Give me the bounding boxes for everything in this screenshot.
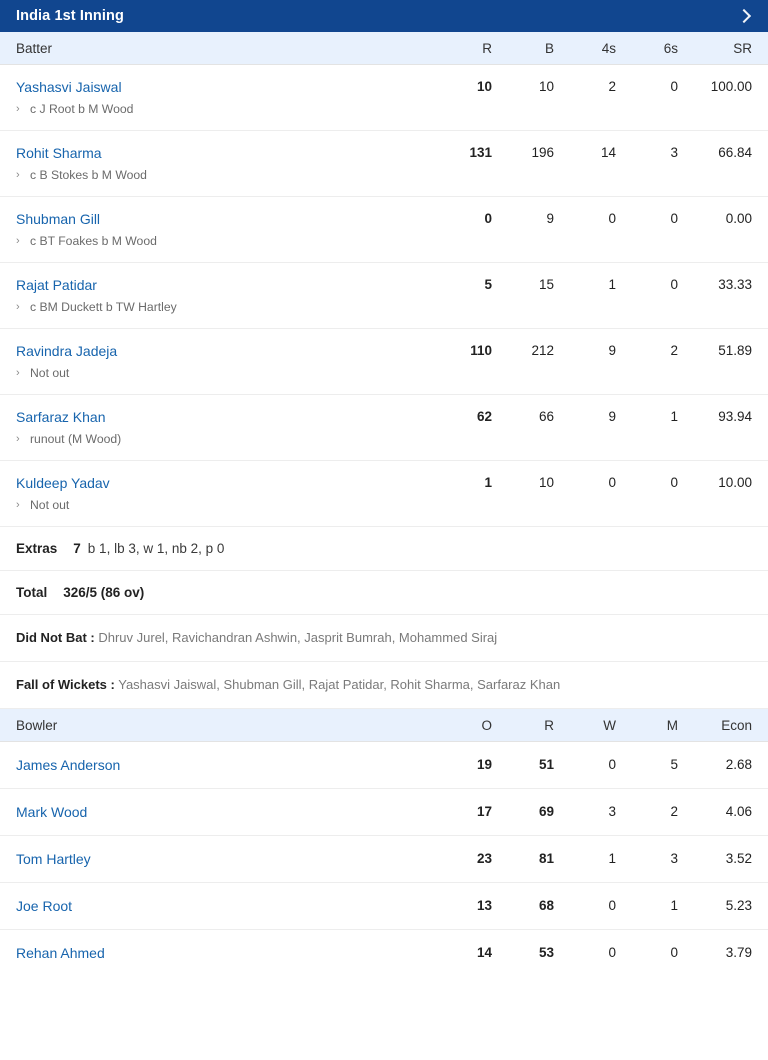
dismissal-text: c J Root b M Wood: [30, 102, 134, 116]
batter-strike-rate: 100.00: [710, 79, 752, 94]
did-not-bat-value: Dhruv Jurel, Ravichandran Ashwin, Jasprit Bumrah, Mohammed Siraj: [98, 630, 498, 645]
total-value: 326/5 (86 ov): [63, 585, 145, 600]
batter-runs: 1: [484, 475, 492, 490]
dismissal-info: [16, 497, 430, 514]
table-row: [0, 461, 768, 527]
batter-fours: 2: [608, 79, 616, 94]
batter-cell: [16, 210, 430, 250]
batter-cell: [16, 144, 430, 184]
batter-strike-rate: 0.00: [725, 211, 752, 226]
dismissal-text: Not out: [30, 366, 70, 380]
column-header-overs: O: [481, 717, 492, 733]
table-row: [0, 395, 768, 461]
batter-cell: [16, 276, 430, 316]
batter-strike-rate: 66.84: [718, 145, 752, 160]
batter-name-link[interactable]: Rohit Sharma: [16, 145, 102, 161]
batter-sixes: 3: [670, 145, 678, 160]
table-row: [0, 197, 768, 263]
batter-sixes: 0: [670, 79, 678, 94]
batting-table-header: [0, 32, 768, 65]
dismissal-info: [16, 431, 430, 448]
batter-balls: 66: [538, 409, 554, 424]
chevron-small-icon: ›: [16, 235, 20, 247]
column-header-bowler: Bowler: [16, 717, 58, 733]
dismissal-text: runout (M Wood): [30, 432, 122, 446]
extras-breakdown: b 1, lb 3, w 1, nb 2, p 0: [87, 541, 225, 556]
column-header-balls: B: [544, 40, 554, 56]
batter-strike-rate: 10.00: [718, 475, 752, 490]
bowler-name-link[interactable]: Joe Root: [16, 898, 73, 914]
bowler-economy: 3.52: [725, 851, 752, 866]
bowler-economy: 5.23: [725, 898, 752, 913]
dismissal-info: [16, 101, 430, 118]
fall-of-wickets-value: Yashasvi Jaiswal, Shubman Gill, Rajat Patidar, Rohit Sharma, Sarfaraz Khan: [118, 677, 561, 692]
batter-fours: 0: [608, 475, 616, 490]
batter-sixes: 1: [670, 409, 678, 424]
batter-fours: 9: [608, 343, 616, 358]
bowler-name-link[interactable]: James Anderson: [16, 757, 121, 773]
bowler-runs: 81: [538, 851, 554, 866]
column-header-batter: Batter: [16, 40, 53, 56]
bowler-economy: 4.06: [725, 804, 752, 819]
table-row: [0, 836, 768, 883]
bowling-table-header: [0, 709, 768, 742]
batter-strike-rate: 93.94: [718, 409, 752, 424]
batter-name-link[interactable]: Rajat Patidar: [16, 277, 97, 293]
bowler-maidens: 1: [670, 898, 678, 913]
table-row: [0, 65, 768, 131]
bowler-wickets: 1: [608, 851, 616, 866]
bowler-cell: [16, 803, 430, 821]
batter-name-link[interactable]: Ravindra Jadeja: [16, 343, 118, 359]
batter-sixes: 0: [670, 211, 678, 226]
dismissal-info: [16, 365, 430, 382]
column-header-maidens: M: [666, 717, 678, 733]
chevron-small-icon: ›: [16, 169, 20, 181]
bowler-overs: 19: [476, 757, 492, 772]
did-not-bat-label: Did Not Bat :: [16, 630, 95, 645]
batter-runs: 10: [476, 79, 492, 94]
batter-name-link[interactable]: Shubman Gill: [16, 211, 101, 227]
bowler-overs: 14: [476, 945, 492, 960]
total-label: Total: [16, 585, 48, 600]
table-row: [0, 883, 768, 930]
table-row: [0, 131, 768, 197]
column-header-economy: Econ: [721, 717, 752, 733]
bowler-wickets: 0: [608, 898, 616, 913]
inning-title: India 1st Inning: [16, 8, 124, 24]
inning-header[interactable]: [0, 0, 768, 32]
extras-value: 7: [73, 541, 81, 556]
chevron-small-icon: ›: [16, 301, 20, 313]
batter-runs: 0: [484, 211, 492, 226]
bowler-cell: [16, 944, 430, 962]
dismissal-text: c BM Duckett b TW Hartley: [30, 300, 177, 314]
batter-cell: [16, 474, 430, 514]
chevron-small-icon: ›: [16, 103, 20, 115]
bowler-runs: 51: [538, 757, 554, 772]
bowler-cell: [16, 850, 430, 868]
chevron-small-icon: ›: [16, 433, 20, 445]
bowler-maidens: 5: [670, 757, 678, 772]
table-row: [0, 789, 768, 836]
batter-balls: 10: [538, 79, 554, 94]
batter-cell: [16, 408, 430, 448]
column-header-bowler-runs: R: [544, 717, 554, 733]
batter-runs: 62: [476, 409, 492, 424]
bowler-economy: 2.68: [725, 757, 752, 772]
batter-balls: 9: [546, 211, 554, 226]
bowler-overs: 13: [476, 898, 492, 913]
batter-name-link[interactable]: Sarfaraz Khan: [16, 409, 106, 425]
batter-balls: 10: [538, 475, 554, 490]
bowler-wickets: 0: [608, 757, 616, 772]
batter-runs: 110: [470, 343, 492, 358]
column-header-sixes: 6s: [663, 40, 678, 56]
batter-fours: 14: [600, 145, 616, 160]
batter-sixes: 2: [670, 343, 678, 358]
bowler-name-link[interactable]: Tom Hartley: [16, 851, 91, 867]
dismissal-info: [16, 299, 430, 316]
batter-fours: 9: [608, 409, 616, 424]
dismissal-text: c BT Foakes b M Wood: [30, 234, 157, 248]
column-header-wickets: W: [603, 717, 616, 733]
fall-of-wickets-label: Fall of Wickets :: [16, 677, 115, 692]
column-header-fours: 4s: [601, 40, 616, 56]
table-row: [0, 742, 768, 789]
table-row: [0, 329, 768, 395]
dismissal-info: [16, 233, 430, 250]
bowler-economy: 3.79: [725, 945, 752, 960]
bowler-maidens: 3: [670, 851, 678, 866]
bowler-cell: [16, 897, 430, 915]
batter-strike-rate: 51.89: [718, 343, 752, 358]
bowler-runs: 68: [538, 898, 554, 913]
batter-cell: [16, 342, 430, 382]
bowler-cell: [16, 756, 430, 774]
chevron-small-icon: ›: [16, 367, 20, 379]
batter-name-link[interactable]: Yashasvi Jaiswal: [16, 79, 122, 95]
extras-label: Extras: [16, 541, 58, 556]
bowler-maidens: 2: [670, 804, 678, 819]
total-row: [0, 571, 768, 615]
batter-fours: 0: [608, 211, 616, 226]
bowler-name-link[interactable]: Rehan Ahmed: [16, 945, 105, 961]
batter-balls: 212: [531, 343, 554, 358]
batter-fours: 1: [608, 277, 616, 292]
bowler-wickets: 0: [608, 945, 616, 960]
batter-balls: 196: [531, 145, 554, 160]
batter-balls: 15: [538, 277, 554, 292]
batter-name-link[interactable]: Kuldeep Yadav: [16, 475, 110, 491]
fall-of-wickets-row: [0, 662, 768, 709]
bowler-overs: 23: [476, 851, 492, 866]
batter-runs: 131: [469, 145, 492, 160]
table-row: [0, 263, 768, 329]
column-header-runs: R: [482, 40, 492, 56]
batter-cell: [16, 78, 430, 118]
bowler-runs: 69: [538, 804, 554, 819]
dismissal-text: c B Stokes b M Wood: [30, 168, 147, 182]
bowler-name-link[interactable]: Mark Wood: [16, 804, 88, 820]
chevron-small-icon: ›: [16, 499, 20, 511]
batter-runs: 5: [484, 277, 492, 292]
dismissal-info: [16, 167, 430, 184]
did-not-bat-row: [0, 615, 768, 662]
batter-sixes: 0: [670, 277, 678, 292]
bowler-overs: 17: [476, 804, 492, 819]
chevron-right-icon[interactable]: [736, 7, 754, 25]
extras-row: [0, 527, 768, 571]
batter-strike-rate: 33.33: [718, 277, 752, 292]
column-header-strike-rate: SR: [733, 40, 752, 56]
table-row: [0, 930, 768, 976]
batter-sixes: 0: [670, 475, 678, 490]
bowler-runs: 53: [538, 945, 554, 960]
dismissal-text: Not out: [30, 498, 70, 512]
bowler-maidens: 0: [670, 945, 678, 960]
bowler-wickets: 3: [608, 804, 616, 819]
